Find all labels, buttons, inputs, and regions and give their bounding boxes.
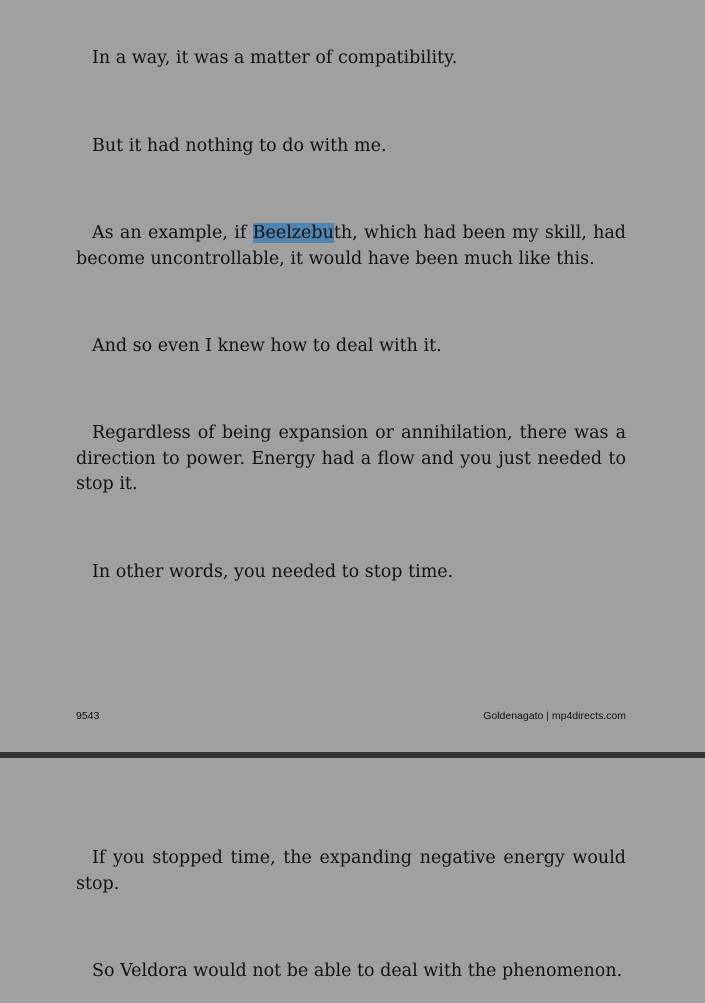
text-before-highlight: As an example, if <box>92 223 253 243</box>
paragraph: In a way, it was a matter of compatibility. <box>92 48 458 68</box>
page-number: 9543 <box>76 710 100 722</box>
paragraph: In other words, you needed to stop time. <box>92 562 454 582</box>
text-selection-highlight[interactable]: Beelzebu <box>252 223 334 243</box>
paragraph: If you stopped time, the expanding negative energy would stop. <box>76 848 626 894</box>
paragraph: But it had nothing to do with me. <box>92 136 387 156</box>
paragraph: So Veldora would not be able to deal with the phenomenon. <box>92 961 623 981</box>
paragraph-with-highlight <box>76 221 626 272</box>
paragraph: And so even I knew how to deal with it. <box>92 336 442 356</box>
page-source-credit: Goldenagato | mp4directs.com <box>483 710 626 722</box>
paragraph: Regardless of being expansion or annihilation, there was a direction to power. Energy had a flow and you just needed to stop it. <box>76 423 626 494</box>
text-after-highlight: th, which had been my skill, had become uncontrollable, it would have been much like this. <box>76 223 626 269</box>
reader-page-bottom <box>0 758 705 1003</box>
